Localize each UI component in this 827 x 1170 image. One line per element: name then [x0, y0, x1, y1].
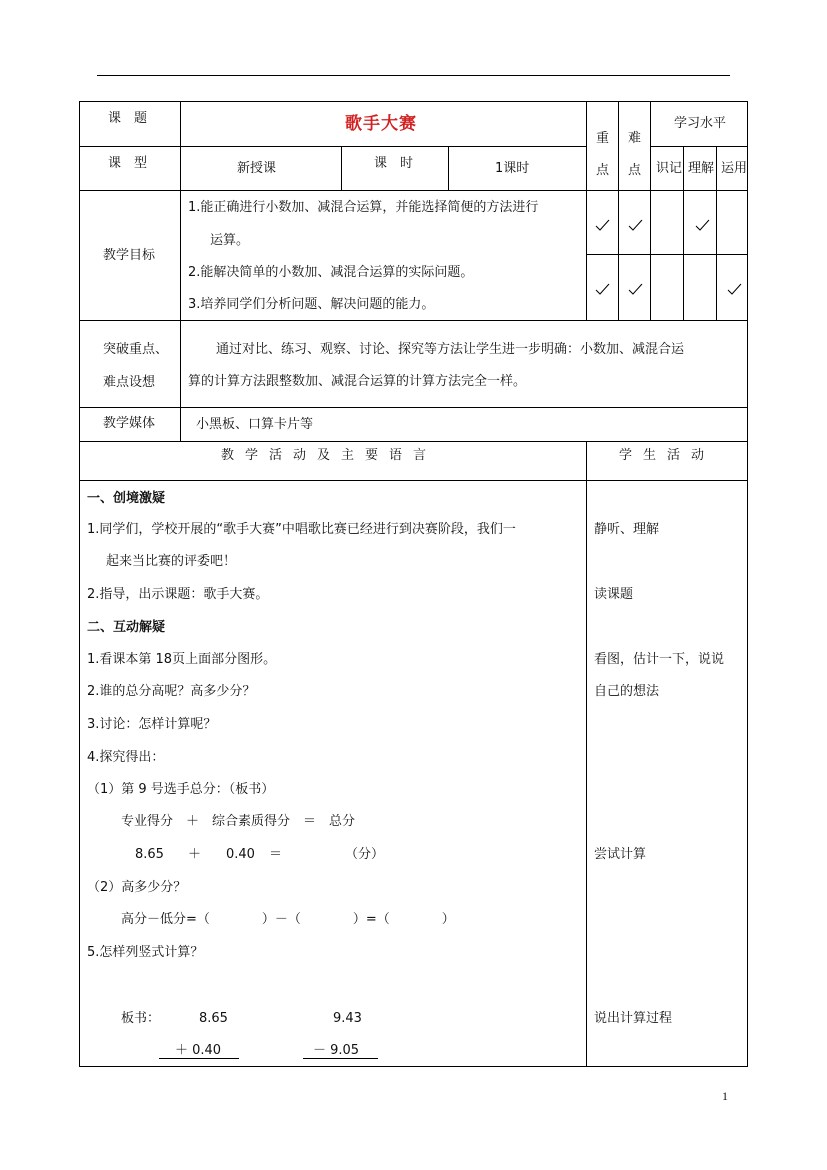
content-line: 2.谁的总分高呢？高多少分？: [87, 684, 256, 699]
level-column-recall: 识记: [656, 161, 683, 176]
difficulty-label: 难点: [628, 131, 642, 178]
breakthrough-text-line2: 算的计算方法跟整数加、减混合运算的计算方法完全一样。: [188, 374, 527, 389]
page-title: 歌手大赛: [345, 114, 417, 134]
student-activities-header: 学生活动: [619, 448, 716, 463]
content-line: 2.指导，出示课题：歌手大赛。: [87, 587, 269, 602]
check-mark-icon: [594, 280, 610, 296]
content-line: 起来当比赛的评委吧！: [106, 554, 237, 569]
content-line: （2）高多少分？: [87, 880, 187, 895]
check-mark-icon: [594, 216, 610, 232]
objectives-label: 教学目标: [103, 248, 156, 263]
class-hours-label: 课 时: [374, 156, 414, 171]
calc-underline: [303, 1058, 378, 1059]
grid-line: [79, 480, 748, 481]
section-heading: 二、互动解疑: [87, 620, 166, 635]
objective-item-1-continued: 运算。: [210, 233, 250, 248]
breakthrough-label-line1: 突破重点、: [103, 342, 169, 357]
grid-line: [683, 146, 684, 320]
grid-line: [650, 101, 651, 320]
formula-line: 高分－低分=（ ）－（ ）=（ ）: [121, 912, 455, 927]
level-column-apply: 运用: [721, 161, 748, 176]
student-activity: 说出计算过程: [594, 1011, 673, 1026]
check-mark-icon: [627, 280, 643, 296]
content-line: （1）第 9 号选手总分：（板书）: [87, 782, 275, 797]
vertical-calc-bottom: ＋ 0.40: [175, 1043, 222, 1058]
grid-line: [79, 441, 748, 442]
lesson-type-value: 新授课: [237, 161, 277, 176]
board-label: 板书：: [121, 1011, 161, 1026]
content-line: 5.怎样列竖式计算？: [87, 945, 204, 960]
breakthrough-text-line1: 通过对比、练习、观察、讨论、探究等方法让学生进一步明确：小数加、减混合运: [216, 342, 685, 357]
lesson-topic-label: 课 题: [108, 111, 148, 126]
breakthrough-label-line2: 难点设想: [103, 375, 156, 390]
grid-line: [586, 441, 587, 1067]
media-label: 教学媒体: [103, 416, 156, 431]
student-activity: 自己的想法: [594, 684, 660, 699]
learning-level-label: 学习水平: [674, 116, 727, 131]
content-line: 4.探究得出：: [87, 750, 165, 765]
student-activity: 静听、理解: [594, 522, 660, 537]
content-line: 1.同学们，学校开展的“歌手大赛”中唱歌比赛已经进行到决赛阶段，我们一: [87, 522, 516, 537]
key-point-label: 重点: [596, 131, 610, 178]
student-activity: 尝试计算: [594, 847, 647, 862]
vertical-calc-top: 8.65: [199, 1011, 228, 1026]
media-value: 小黑板、口算卡片等: [196, 417, 314, 432]
calc-underline: [159, 1058, 239, 1059]
calc-operator: ＝: [269, 847, 283, 862]
grid-line: [618, 101, 619, 320]
formula-line: 专业得分 ＋ 综合素质得分 ＝ 总分: [121, 814, 356, 829]
grid-line: [180, 101, 181, 441]
class-hours-value: 1课时: [495, 161, 530, 176]
vertical-calc-bottom: － 9.05: [313, 1043, 360, 1058]
grid-line: [650, 146, 748, 147]
student-activity: 看图，估计一下，说说: [594, 652, 725, 667]
calc-value: 0.40: [226, 847, 255, 862]
vertical-calc-top: 9.43: [333, 1011, 362, 1026]
grid-line: [448, 146, 449, 190]
grid-line: [716, 146, 717, 320]
objective-item-1: 1.能正确进行小数加、减混合运算，并能选择简便的方法进行: [188, 200, 539, 215]
content-line: 1.看课本第 18页上面部分图形。: [87, 652, 277, 667]
lesson-type-label: 课 型: [108, 156, 148, 171]
calc-operator: ＋: [188, 847, 202, 862]
objective-item-3: 3.培养同学们分析问题、解决问题的能力。: [188, 297, 435, 312]
header-rule: [97, 75, 730, 76]
calc-unit: （分）: [345, 847, 385, 862]
objective-item-2: 2.能解决简单的小数加、减混合运算的实际问题。: [188, 265, 474, 280]
check-mark-icon: [627, 216, 643, 232]
grid-line: [341, 146, 342, 190]
check-mark-icon: [694, 216, 710, 232]
section-heading: 一、创境激疑: [87, 491, 166, 506]
grid-line: [79, 146, 586, 147]
page-number: 1: [722, 1089, 728, 1103]
grid-line: [586, 101, 587, 320]
grid-line: [586, 254, 748, 255]
calc-value: 8.65: [135, 847, 164, 862]
level-column-understand: 理解: [688, 161, 715, 176]
content-line: 3.讨论：怎样计算呢？: [87, 717, 217, 732]
check-mark-icon: [726, 280, 742, 296]
activities-header: 教学活动及主要语言: [221, 448, 438, 463]
student-activity: 读课题: [594, 587, 634, 602]
